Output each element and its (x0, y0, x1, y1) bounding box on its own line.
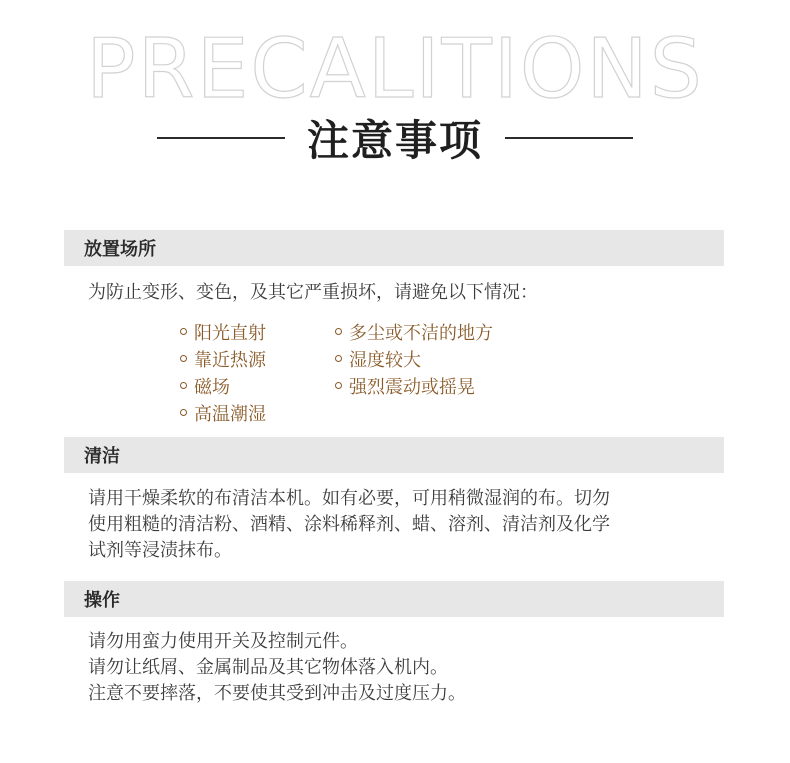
section-header-operation (64, 581, 724, 617)
cleaning-line: 请用干燥柔软的布清洁本机。如有必要，可用稍微湿润的布。切勿 (88, 488, 610, 509)
circle-bullet-icon (335, 382, 342, 389)
section-header-cleaning (64, 437, 724, 473)
circle-bullet-icon (180, 382, 187, 389)
title-row (0, 108, 790, 168)
section-heading-operation: 操作 (84, 590, 120, 611)
cleaning-line: 使用粗糙的清洁粉、酒精、涂料稀释剂、蜡、溶剂、清洁剂及化学 (88, 514, 610, 535)
section-heading-cleaning: 清洁 (84, 446, 120, 467)
bullets-column-left (180, 318, 335, 426)
bullet-label: 靠近热源 (194, 349, 266, 371)
bullet-label: 磁场 (194, 376, 230, 398)
title-line-right (505, 137, 633, 139)
bullet-item (180, 318, 335, 345)
circle-bullet-icon (180, 328, 187, 335)
circle-bullet-icon (335, 328, 342, 335)
circle-bullet-icon (180, 409, 187, 416)
circle-bullet-icon (335, 355, 342, 362)
page-title: 注意事项 (306, 116, 483, 165)
bullet-item (180, 345, 335, 372)
placement-intro: 为防止变形、变色，及其它严重损坏，请避免以下情况： (88, 282, 538, 303)
cleaning-text (88, 486, 708, 564)
operation-line: 注意不要摔落，不要使其受到冲击及过度压力。 (88, 683, 466, 704)
section-header-placement (64, 230, 724, 266)
bullet-label: 强烈震动或摇晃 (349, 376, 475, 398)
bullet-label: 阳光直射 (194, 322, 266, 344)
bullet-label: 湿度较大 (349, 349, 421, 371)
section-heading-placement: 放置场所 (84, 239, 156, 260)
operation-line: 请勿让纸屑、金属制品及其它物体落入机内。 (88, 657, 448, 678)
bullet-item (180, 399, 335, 426)
operation-line: 请勿用蛮力使用开关及控制元件。 (88, 631, 358, 652)
title-line-left (157, 137, 285, 139)
bullet-label: 多尘或不洁的地方 (349, 322, 493, 344)
bullets-column-right (335, 318, 493, 426)
watermark-text: PRECALITIONS (86, 22, 704, 117)
bullet-item (335, 372, 490, 399)
bullet-item (335, 318, 493, 345)
bullet-item (335, 345, 490, 372)
operation-text (88, 629, 708, 707)
circle-bullet-icon (180, 355, 187, 362)
cleaning-line: 试剂等浸渍抹布。 (88, 540, 232, 561)
bullet-item (180, 372, 335, 399)
bullet-label: 高温潮湿 (194, 403, 266, 425)
placement-bullets (180, 318, 493, 426)
